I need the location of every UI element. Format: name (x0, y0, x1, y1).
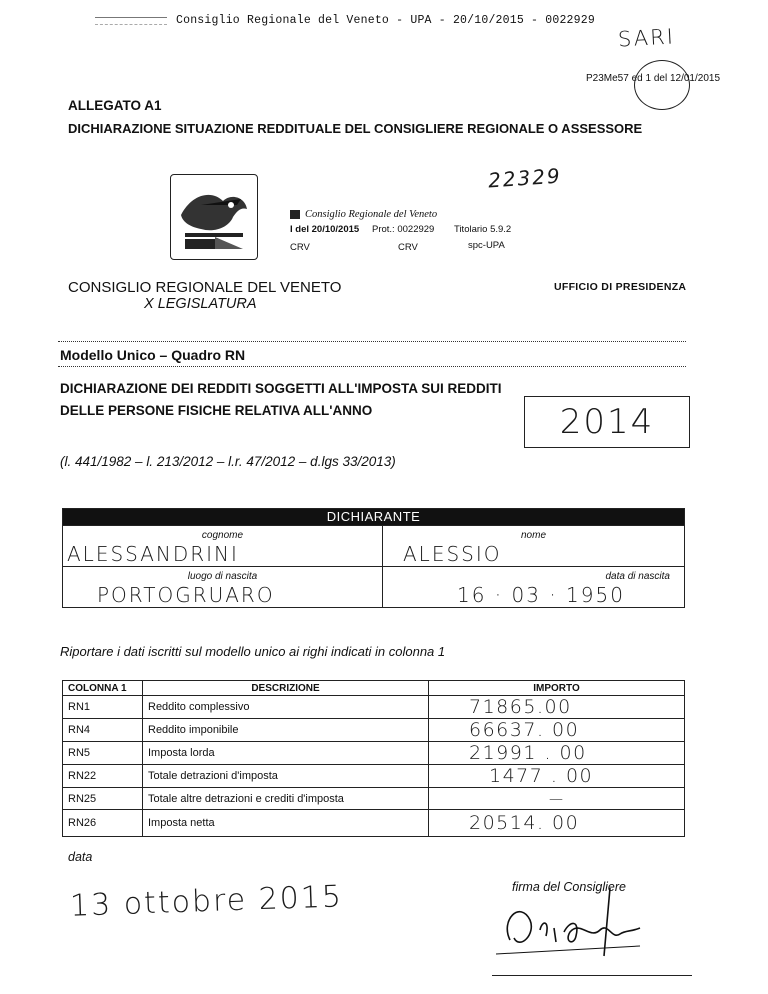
table-row (63, 765, 685, 788)
stamp-crv-sender: CRV (290, 242, 310, 253)
legislatura-label: X LEGISLATURA (144, 296, 257, 312)
stamp-protocol: Prot.: 0022929 (372, 224, 435, 235)
row-amount: — (429, 788, 685, 810)
signature-icon (490, 880, 650, 970)
row-code: RN25 (63, 788, 143, 810)
registry-stamp (290, 210, 540, 260)
surname-label: cognome (201, 530, 244, 541)
stamp-institution: Consiglio Regionale del Veneto (305, 209, 438, 220)
birthplace-label: luogo di nascita (187, 571, 258, 582)
birthplace-cell (63, 567, 383, 608)
header-colonna: COLONNA 1 (63, 681, 143, 696)
year-box (524, 396, 690, 448)
veneto-lion-emblem (170, 174, 258, 260)
income-table (62, 680, 685, 837)
stamp-crv-receiver: CRV (398, 242, 418, 253)
row-description: Reddito complessivo (143, 696, 429, 719)
row-amount: 20514. 00 (429, 810, 685, 837)
protocol-reference: P23Me57 ed 1 del 12/01/2015 (586, 73, 720, 84)
declaration-line-2: DELLE PERSONE FISICHE RELATIVA ALL'ANNO (60, 403, 373, 418)
row-amount: 66637. 00 (429, 719, 685, 742)
office-name: UFFICIO DI PRESIDENZA (554, 281, 687, 293)
name-cell (383, 526, 685, 567)
stamp-number-date: I del 20/10/2015 (290, 224, 360, 235)
institution-name: CONSIGLIO REGIONALE DEL VENETO (68, 279, 342, 296)
handwritten-signature (490, 880, 650, 970)
declarant-table (62, 508, 685, 608)
row-description: Imposta netta (143, 810, 429, 837)
row-code: RN22 (63, 765, 143, 788)
header-importo: IMPORTO (429, 681, 685, 696)
row-description: Totale detrazioni d'imposta (143, 765, 429, 788)
stamp-titolario: Titolario 5.9.2 (454, 224, 512, 235)
birthdate-cell (383, 567, 685, 608)
allegato-label: ALLEGATO A1 (68, 98, 162, 113)
row-code: RN1 (63, 696, 143, 719)
instructions-text: Riportare i dati iscritti sul modello unico ai righi indicati in colonna 1 (60, 644, 446, 659)
birthplace-value: PORTOGRUARO (97, 583, 275, 607)
income-table-header (63, 681, 685, 696)
declaration-year: 2014 (559, 402, 655, 442)
header-descrizione: DESCRIZIONE (143, 681, 429, 696)
initials-circle (634, 60, 690, 110)
row-code: RN5 (63, 742, 143, 765)
signature-line (492, 975, 692, 976)
table-row (63, 788, 685, 810)
surname-cell (63, 526, 383, 567)
declaration-line-1: DICHIARAZIONE DEI REDDITI SOGGETTI ALL'IMPOSTA SUI REDDITI (60, 381, 502, 396)
model-label: Modello Unico – Quadro RN (60, 347, 246, 363)
row-amount: 1477 . 00 (429, 765, 685, 788)
birthdate-label: data di nascita (605, 571, 670, 582)
lion-icon (171, 175, 257, 259)
birthdate-value: 16 · 03 · 1950 (457, 583, 625, 607)
row-amount: 71865.00 (429, 696, 685, 719)
law-reference: (l. 441/1982 – l. 213/2012 – l.r. 47/2012 – d.lgs 33/2013) (60, 454, 396, 469)
row-description: Totale altre detrazioni e crediti d'imposta (143, 788, 429, 810)
divider-top (58, 341, 686, 342)
table-row (63, 696, 685, 719)
table-row (63, 742, 685, 765)
table-row (63, 719, 685, 742)
table-row (63, 810, 685, 837)
surname-value: ALESSANDRINI (67, 542, 239, 566)
stamp-spc: spc-UPA (468, 240, 505, 251)
row-code: RN4 (63, 719, 143, 742)
date-label: data (68, 850, 93, 864)
row-description: Imposta lorda (143, 742, 429, 765)
name-label: nome (520, 530, 546, 541)
scan-smudge (95, 17, 167, 25)
document-title: DICHIARAZIONE SITUAZIONE REDDITUALE DEL CONSIGLIERE REGIONALE O ASSESSORE (68, 121, 643, 136)
declaration-title (60, 378, 520, 422)
divider-bottom (58, 366, 686, 367)
row-description: Reddito imponibile (143, 719, 429, 742)
header-stamp-line: Consiglio Regionale del Veneto - UPA - 20/10/2015 - 0022929 (176, 14, 595, 27)
handwritten-number: 22329 (487, 163, 563, 193)
name-value: ALESSIO (403, 542, 502, 566)
declarant-heading: DICHIARANTE (63, 509, 685, 526)
stamp-logo-icon (290, 210, 300, 219)
handwritten-code: SARI (617, 24, 676, 52)
row-amount: 21991 . 00 (429, 742, 685, 765)
handwritten-date: 13 ottobre 2015 (69, 879, 344, 924)
row-code: RN26 (63, 810, 143, 837)
signature-label: firma del Consigliere (512, 880, 626, 894)
